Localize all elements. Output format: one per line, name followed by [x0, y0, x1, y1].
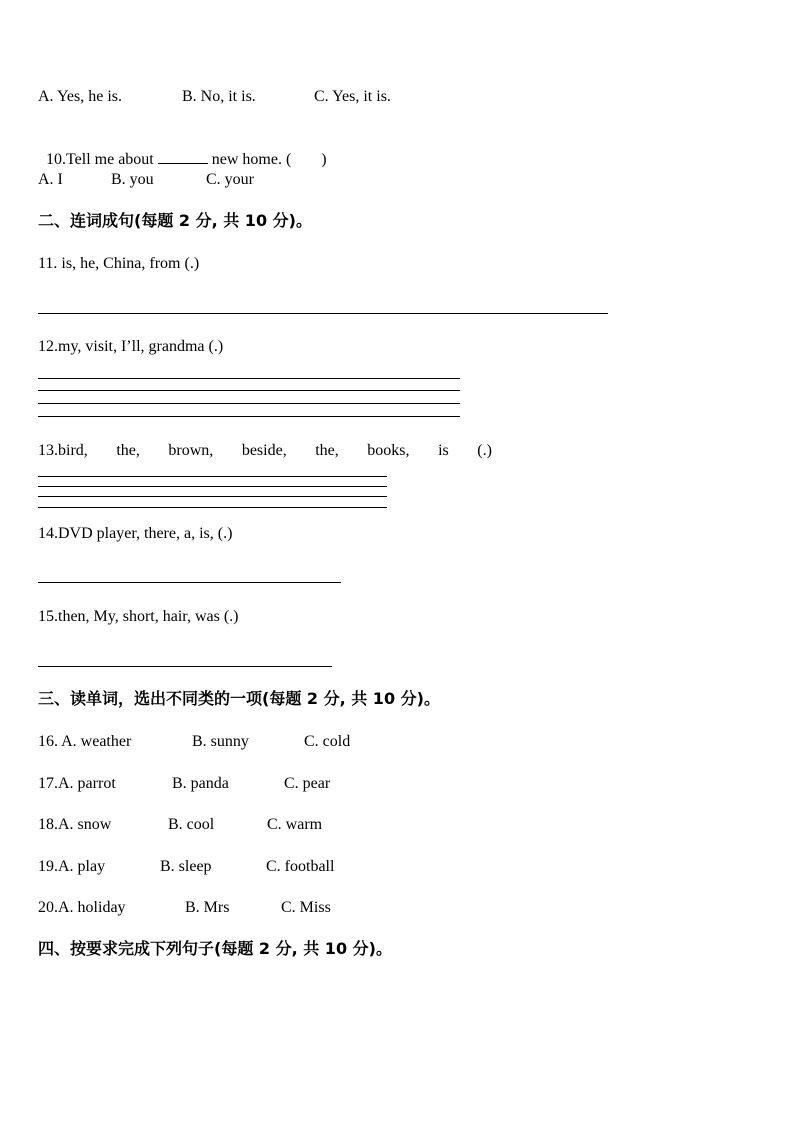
q10-text-post: new home. (: [207, 151, 292, 168]
q10-close-paren: ): [321, 151, 327, 168]
q15-question: 15.then, My, short, hair, was (.): [38, 608, 239, 625]
section-3-heading: 三、读单词，选出不同类的一项(每题 2 分, 共 10 分)。: [38, 689, 440, 708]
q9-option-b: B. No, it is.: [182, 88, 256, 105]
q12-answer-line: [38, 416, 460, 417]
q17-option-c: C. pear: [284, 775, 331, 792]
q18-option-b: B. cool: [168, 816, 215, 833]
q13-answer-line: [38, 476, 387, 477]
q14-answer-line: [38, 582, 341, 583]
q13-answer-line: [38, 507, 387, 508]
q13-word: is: [438, 442, 449, 459]
q13-word: the,: [315, 442, 339, 459]
q20-option-c: C. Miss: [281, 899, 331, 916]
q13-question: [38, 441, 492, 461]
q12-answer-line: [38, 403, 460, 404]
section-2-heading: 二、连词成句(每题 2 分, 共 10 分)。: [38, 211, 312, 230]
q12-answer-line: [38, 390, 460, 391]
q10-question: [38, 129, 327, 170]
section-4-heading: 四、按要求完成下列句子(每题 2 分, 共 10 分)。: [38, 939, 392, 958]
q14-question: 14.DVD player, there, a, is, (.): [38, 525, 233, 542]
q19-option-c: C. football: [266, 858, 335, 875]
q9-option-a: A. Yes, he is.: [38, 88, 123, 105]
q12-question: 12.my, visit, I’ll, grandma (.): [38, 338, 224, 355]
q20-option-b: B. Mrs: [185, 899, 230, 916]
q20-option-a: 20.A. holiday: [38, 899, 126, 916]
q10-option-c: C. your: [206, 171, 254, 188]
q18-option-c: C. warm: [267, 816, 323, 833]
q13-answer-line: [38, 496, 387, 497]
q13-word: (.): [477, 442, 492, 459]
q11-question: 11. is, he, China, from (.): [38, 255, 200, 272]
q19-option-a: 19.A. play: [38, 858, 106, 875]
q13-answer-line: [38, 486, 387, 487]
q13-word: beside,: [241, 442, 287, 459]
q19-option-b: B. sleep: [160, 858, 212, 875]
q10-text-pre: 10.Tell me about: [46, 151, 158, 168]
q16-option-c: C. cold: [304, 733, 351, 750]
q17-option-b: B. panda: [172, 775, 229, 792]
q13-word: books,: [367, 442, 410, 459]
q13-word: 13.bird,: [38, 442, 88, 459]
q13-word: brown,: [168, 442, 214, 459]
q13-word: the,: [116, 442, 140, 459]
q10-option-a: A. I: [38, 171, 63, 188]
q18-option-a: 18.A. snow: [38, 816, 112, 833]
q10-option-b: B. you: [111, 171, 154, 188]
q17-option-a: 17.A. parrot: [38, 775, 116, 792]
q11-answer-line: [38, 313, 608, 314]
q16-option-b: B. sunny: [192, 733, 249, 750]
q16-option-a: 16. A. weather: [38, 733, 132, 750]
q10-blank: [158, 149, 208, 164]
q15-answer-line: [38, 666, 332, 667]
q9-option-c: C. Yes, it is.: [314, 88, 391, 105]
q12-answer-line: [38, 378, 460, 379]
